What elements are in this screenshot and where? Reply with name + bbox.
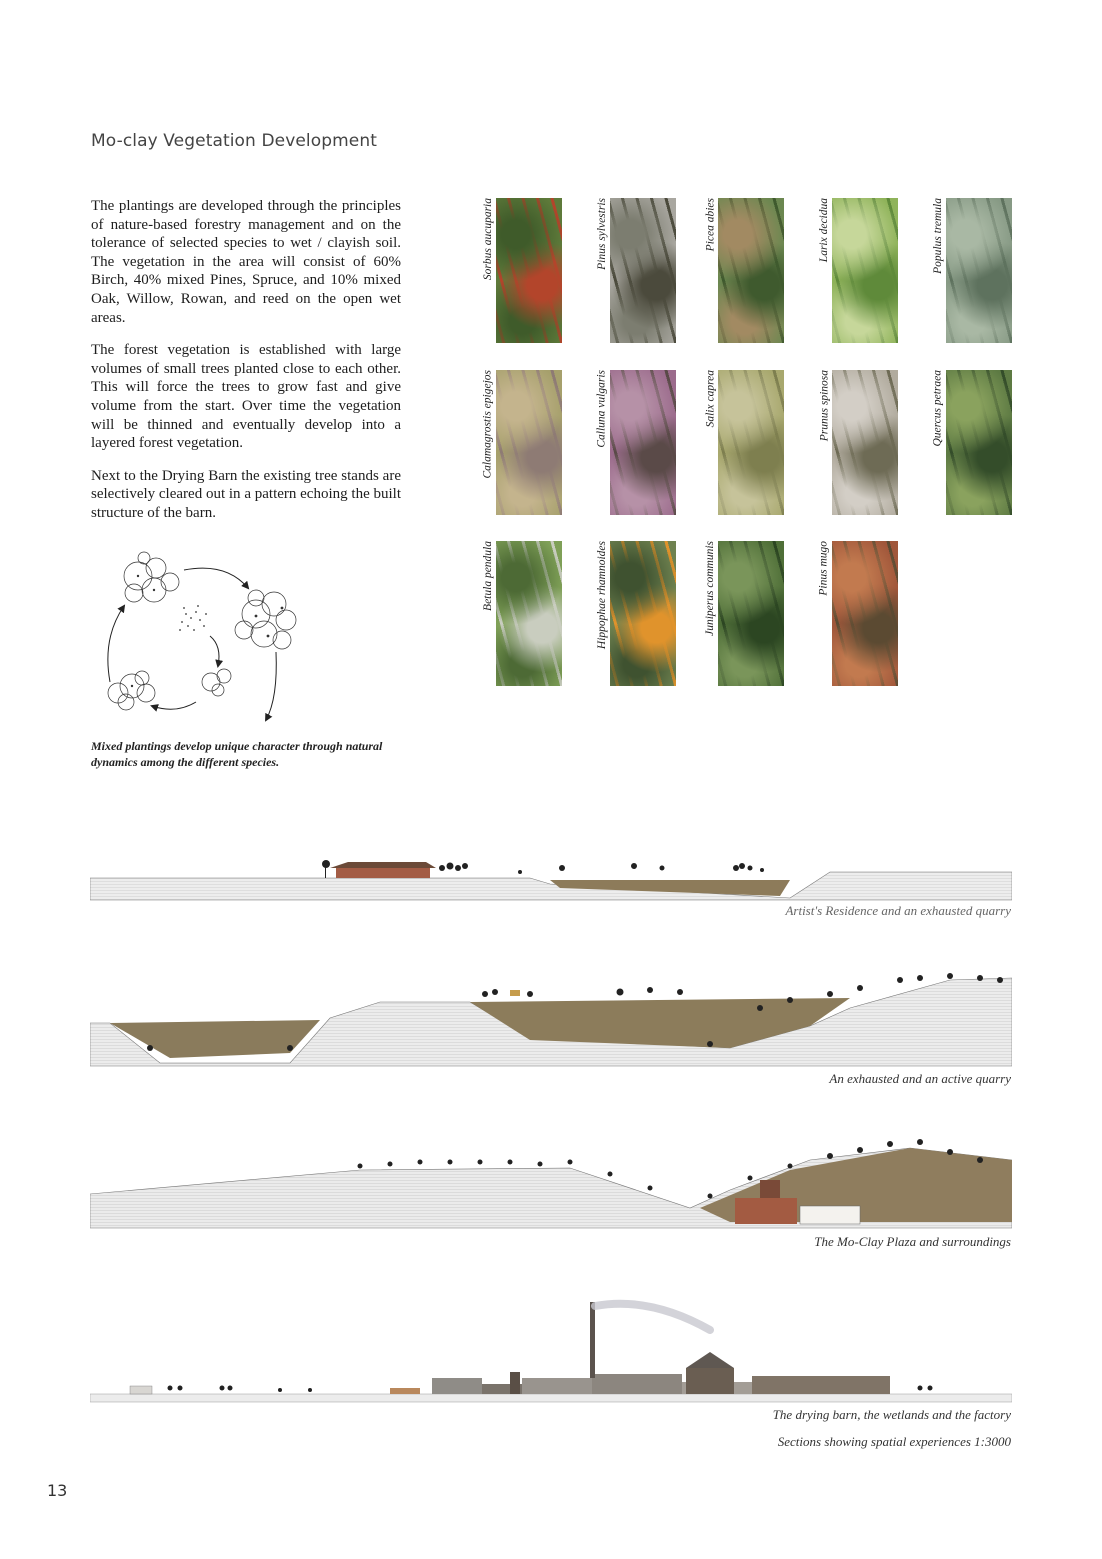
species-photo — [832, 198, 898, 343]
species-name: Betula pendula — [482, 541, 494, 611]
species-card — [698, 370, 788, 515]
section-caption: The drying barn, the wetlands and the factory — [772, 1407, 1011, 1422]
page-title: Mo-clay Vegetation Development — [91, 131, 377, 151]
section-quarries — [90, 968, 1012, 1068]
species-photo — [610, 198, 676, 343]
species-name: Prunus spinosa — [818, 370, 830, 442]
species-name: Calamagrostis epigejos — [482, 370, 494, 479]
species-photo — [496, 198, 562, 343]
species-photo — [610, 541, 676, 686]
intro-text — [91, 197, 401, 537]
species-card — [590, 370, 680, 515]
species-photo — [832, 541, 898, 686]
species-name: Pinus sylvestris — [596, 198, 608, 270]
species-name: Hippophae rhamnoides — [596, 541, 608, 650]
species-card — [476, 370, 566, 515]
section-drying-barn-factory — [90, 1296, 1012, 1406]
species-photo — [496, 370, 562, 515]
species-photo — [610, 370, 676, 515]
species-card — [926, 198, 1016, 343]
paragraph: The forest vegetation is established with large volumes of small trees planted close to each other. This will force the trees to grow fast and give volume from the start. Over time the vegetation will be thinned and eventually develop into a layered forest vegetation. — [91, 342, 401, 452]
species-photo — [496, 541, 562, 686]
section-mo-clay-plaza — [90, 1130, 1012, 1230]
planting-cycle-diagram — [96, 548, 306, 728]
page-number: 13 — [47, 1481, 68, 1500]
sections-note: Sections showing spatial experiences 1:3000 — [777, 1434, 1011, 1449]
section-caption: The Mo-Clay Plaza and surroundings — [814, 1234, 1011, 1249]
species-photo — [718, 198, 784, 343]
species-photo — [718, 541, 784, 686]
species-photo — [946, 198, 1012, 343]
section-caption: An exhausted and an active quarry — [829, 1071, 1011, 1086]
species-card — [926, 370, 1016, 515]
species-card — [812, 541, 902, 686]
species-photo — [832, 370, 898, 515]
species-name: Calluna vulgaris — [596, 370, 608, 448]
species-card — [590, 198, 680, 343]
species-name: Larix decidua — [818, 198, 830, 263]
paragraph: Next to the Drying Barn the existing tree stands are selectively cleared out in a pattern echoing the built structure of the barn. — [91, 467, 401, 521]
section-artists-residence — [90, 852, 1012, 902]
section-caption: Artist's Residence and an exhausted quarry — [785, 903, 1011, 918]
species-name: Sorbus aucuparia — [482, 198, 494, 281]
species-photo — [718, 370, 784, 515]
paragraph: The plantings are developed through the principles of nature-based forestry management and on the tolerance of selected species to wet / clayish soil. The vegetation in the area will consist of 60% Birch, 40% mixed Pines, Spruce, and 10% mixed Oak, Willow, Rowan, and reed on the open wet areas. — [91, 198, 401, 326]
species-name: Juniperus communis — [704, 541, 716, 636]
species-photo — [946, 370, 1012, 515]
species-card — [698, 198, 788, 343]
species-card — [812, 370, 902, 515]
species-card — [590, 541, 680, 686]
species-card — [698, 541, 788, 686]
species-name: Populus tremula — [932, 198, 944, 274]
species-name: Picea abies — [704, 198, 716, 252]
species-card — [476, 198, 566, 343]
species-name: Salix caprea — [704, 370, 716, 428]
species-name: Quercus petraea — [932, 370, 944, 447]
diagram-caption: Mixed plantings develop unique character through natural dynamics among the different species. — [91, 739, 383, 769]
species-card — [476, 541, 566, 686]
species-card — [812, 198, 902, 343]
species-name: Pinus mugo — [818, 541, 830, 596]
